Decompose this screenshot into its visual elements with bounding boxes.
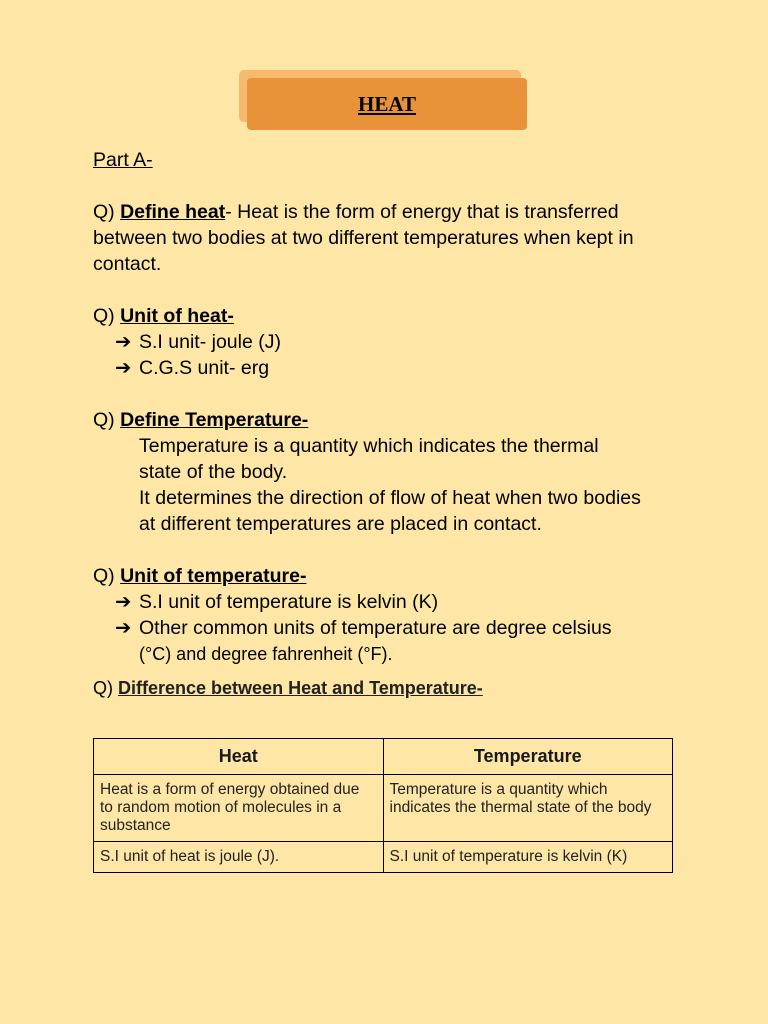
list-item: ➔ S.I unit of temperature is kelvin (K) bbox=[115, 591, 439, 613]
title-box bbox=[247, 78, 527, 130]
title-banner bbox=[239, 70, 529, 132]
answer-line: at different temperatures are placed in contact. bbox=[139, 513, 542, 535]
table-cell: Heat is a form of energy obtained due to random motion of molecules in a substance bbox=[94, 775, 384, 842]
answer-line: state of the body. bbox=[139, 461, 288, 483]
question-heading: Unit of temperature- bbox=[120, 565, 307, 587]
table-cell: Temperature is a quantity which indicates the thermal state of the body bbox=[383, 775, 673, 842]
list-item: ➔ Other common units of temperature are degree celsius bbox=[115, 617, 612, 639]
page-title: HEAT bbox=[358, 91, 416, 116]
table-header-heat: Heat bbox=[94, 739, 384, 775]
table-row bbox=[94, 842, 673, 873]
table-header-temperature: Temperature bbox=[383, 739, 673, 775]
question-prefix: Q) bbox=[93, 409, 115, 431]
question-heading: Define Temperature- bbox=[120, 409, 309, 431]
table-cell: S.I unit of heat is joule (J). bbox=[94, 842, 384, 873]
question-prefix: Q) bbox=[93, 201, 115, 223]
table-row bbox=[94, 775, 673, 842]
question-heading: Difference between Heat and Temperature- bbox=[118, 678, 483, 698]
answer-text: - Heat is the form of energy that is transferred between two bodies at two different temperatures when kept in contact. bbox=[93, 201, 634, 275]
question-prefix: Q) bbox=[93, 678, 113, 698]
document-body bbox=[93, 147, 693, 701]
arrow-icon: ➔ bbox=[115, 357, 132, 379]
list-item: ➔ S.I unit- joule (J) bbox=[115, 331, 281, 353]
table-header-row bbox=[94, 739, 673, 775]
question-prefix: Q) bbox=[93, 565, 115, 587]
question-heading: Unit of heat- bbox=[120, 305, 234, 327]
part-label: Part A- bbox=[93, 149, 153, 171]
question-unit-of-heat bbox=[93, 303, 693, 381]
arrow-icon: ➔ bbox=[115, 331, 132, 353]
answer-line: It determines the direction of flow of heat when two bodies bbox=[139, 487, 641, 509]
question-difference bbox=[93, 675, 693, 701]
arrow-icon: ➔ bbox=[115, 591, 132, 613]
list-item: ➔ C.G.S unit- erg bbox=[115, 357, 270, 379]
question-define-heat bbox=[93, 199, 693, 277]
table-cell: S.I unit of temperature is kelvin (K) bbox=[383, 842, 673, 873]
question-define-temperature bbox=[93, 407, 693, 537]
question-prefix: Q) bbox=[93, 305, 115, 327]
arrow-icon: ➔ bbox=[115, 617, 132, 639]
answer-line: Temperature is a quantity which indicates the thermal bbox=[139, 435, 599, 457]
list-item-continuation: (°C) and degree fahrenheit (°F). bbox=[139, 644, 393, 664]
question-heading: Define heat bbox=[120, 201, 226, 223]
question-unit-of-temperature bbox=[93, 563, 693, 667]
difference-table bbox=[93, 738, 673, 873]
